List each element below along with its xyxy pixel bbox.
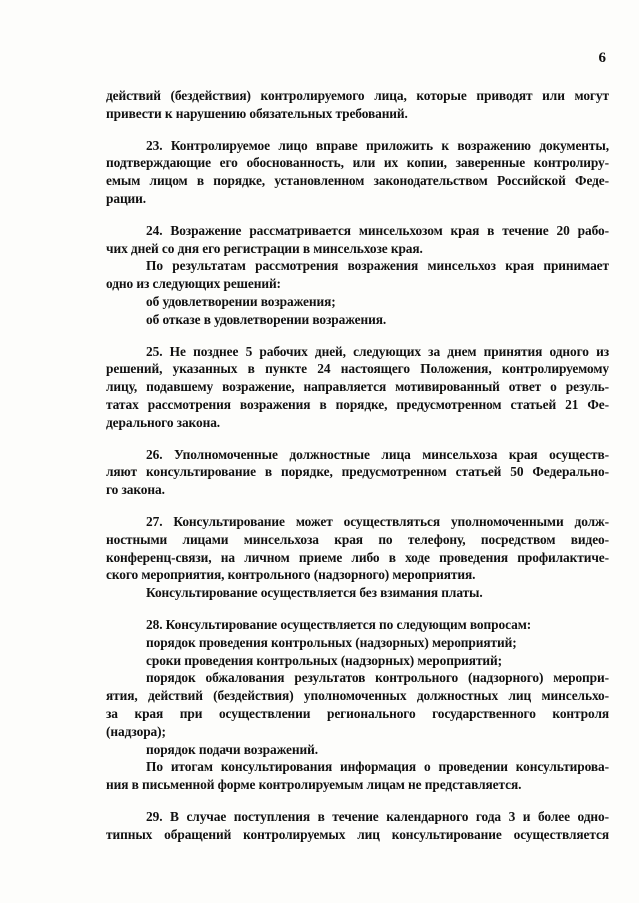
text-line: порядок обжалования результатов контрольного (надзорного) меропри-: [146, 670, 609, 686]
text-line: По итогам консультирования информация о проведении консультирова-: [146, 759, 609, 775]
paragraph-27: [106, 513, 609, 602]
paragraph-29: [106, 808, 609, 844]
text-line: типных обращений контролируемых лиц консультирование осуществляется: [106, 826, 609, 842]
paragraph-26: [106, 446, 609, 499]
text-line: По результатам рассмотрения возражения минсельхоз края принимает: [146, 258, 609, 274]
text-line: подтверждающие его обоснованность, или их копии, заверенные контролиру-: [106, 155, 609, 171]
text-line: решений, указанных в пункте 24 настоящего Положения, контролируемому: [106, 361, 609, 377]
text-line: порядок проведения контрольных (надзорных) мероприятий;: [146, 634, 517, 650]
text-line: 28. Консультирование осуществляется по следующим вопросам:: [146, 616, 532, 632]
text-line: 24. Возражение рассматривается минсельхозом края в течение 20 рабо-: [146, 222, 609, 238]
paragraph-25: [106, 343, 609, 432]
text-line: ностными лицами минсельхоза края по телефону, посредством видео-: [106, 531, 609, 547]
paragraph-24: [106, 222, 609, 329]
text-line: чих дней со дня его регистрации в минсельхозе края.: [106, 240, 423, 256]
text-line: порядок подачи возражений.: [146, 741, 318, 757]
text-line: одно из следующих решений:: [106, 276, 281, 292]
text-line: за края при осуществлении регионального государственного контроля: [106, 705, 609, 721]
text-line: сроки проведения контрольных (надзорных) мероприятий;: [146, 652, 503, 668]
text-line: Консультирование осуществляется без взимания платы.: [146, 585, 483, 601]
text-line: 27. Консультирование может осуществляться уполномоченными долж-: [146, 513, 609, 529]
page-number: 6: [598, 50, 606, 66]
text-line: конференц-связи, на личном приеме либо в ходе проведения профилактиче-: [106, 549, 609, 565]
text-line: 29. В случае поступления в течение календарного года 3 и более одно-: [146, 808, 609, 824]
text-line: емым лицом в порядке, установленном законодательством Российской Феде-: [106, 173, 609, 189]
text-line: (надзора);: [106, 723, 166, 739]
text-line: действий (бездействия) контролируемого лица, которые приводят или могут: [106, 88, 609, 103]
paragraph-continuation: [106, 87, 609, 123]
text-line: 23. Контролируемое лицо вправе приложить к возражению документы,: [146, 137, 609, 153]
text-line: дерального закона.: [106, 414, 221, 430]
text-line: татах рассмотрения возражения в порядке, предусмотренном статьей 21 Фе-: [106, 396, 609, 412]
text-line: ятия, действий (бездействия) уполномоченных должностных лиц минсельхо-: [106, 688, 609, 704]
paragraph-28: [106, 616, 609, 794]
text-line: ского мероприятия, контрольного (надзорного) мероприятия.: [106, 567, 476, 583]
text-line: 26. Уполномоченные должностные лица минсельхоза края осуществ-: [146, 446, 609, 462]
document-body: [106, 87, 609, 857]
text-line: привести к нарушению обязательных требований.: [106, 105, 408, 121]
text-line: рации.: [106, 190, 147, 206]
paragraph-23: [106, 137, 609, 208]
text-line: об удовлетворении возражения;: [146, 293, 336, 309]
text-line: го закона.: [106, 482, 165, 498]
text-line: ния в письменной форме контролируемым лицам не представляется.: [106, 777, 522, 793]
text-line: лицу, подавшему возражение, направляется мотивированный ответ о резуль-: [106, 379, 609, 395]
text-line: об отказе в удовлетворении возражения.: [146, 311, 387, 327]
text-line: ляют консультирование в порядке, предусмотренном статьей 50 Федерально-: [106, 464, 609, 480]
text-line: 25. Не позднее 5 рабочих дней, следующих за днем принятия одного из: [146, 343, 609, 359]
